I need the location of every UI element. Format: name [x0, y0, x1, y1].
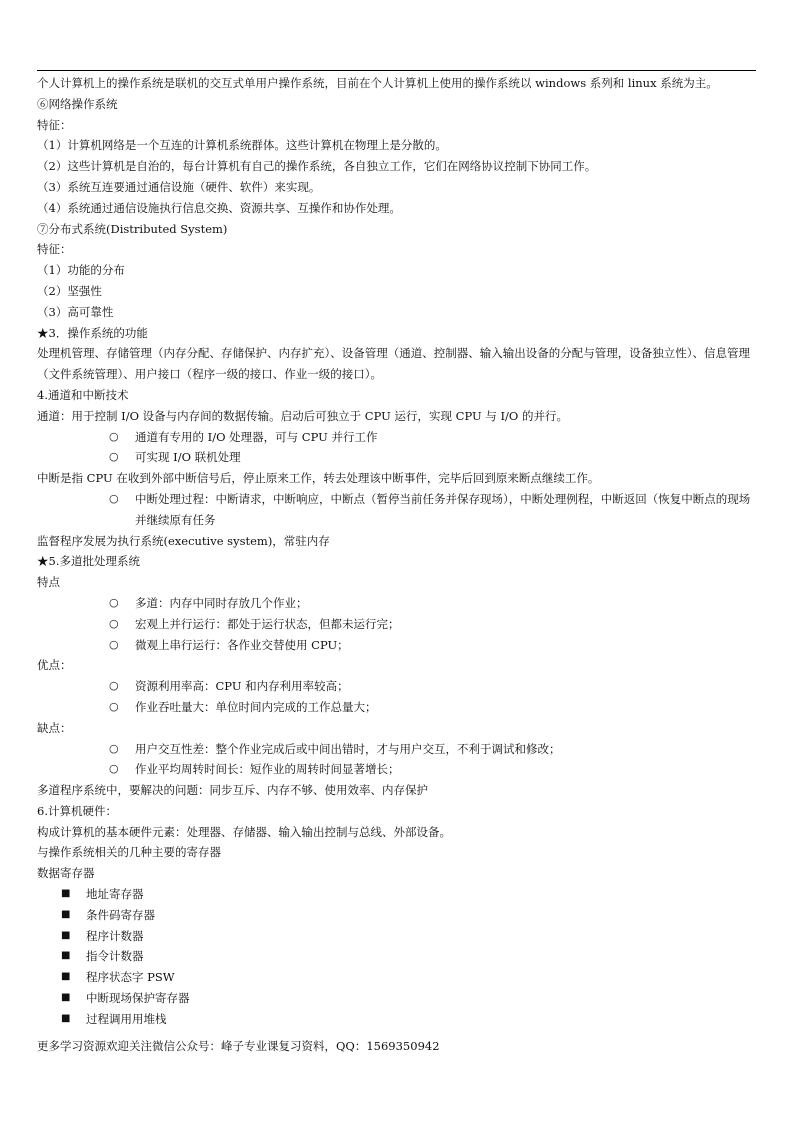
register-name: 程序计数器	[86, 928, 144, 943]
square-bullet-icon: ■	[61, 929, 71, 941]
feature-bullet-text: 多道：内存中同时存放几个作业；	[135, 595, 308, 610]
disadvantage-bullet-item	[37, 759, 759, 780]
channel-bullet-item	[37, 447, 759, 468]
channel-bullet-text: 通道有专用的 I/O 处理器，可与 CPU 并行工作	[135, 429, 378, 444]
section-channel-interrupt-title: 4.通道和中断技术	[37, 387, 129, 402]
feature-bullet-text: 微观上串行运行：各作业交替使用 CPU；	[135, 637, 349, 652]
register-name: 过程调用用堆栈	[86, 1011, 167, 1026]
interrupt-definition: 中断是指 CPU 在收到外部中断信号后，停止原来工作，转去处理该中断事件，完毕后回到原来断点继续工作。	[37, 471, 600, 486]
feature-bullet-item	[37, 635, 759, 656]
register-list-item	[37, 926, 759, 947]
square-bullet-icon: ■	[61, 1012, 71, 1024]
register-list-item	[37, 967, 759, 988]
network-os-feature-label: 特征：	[37, 117, 72, 132]
multiprogramming-feature-label: 特点	[37, 575, 60, 590]
circle-bullet-icon: ○	[109, 450, 119, 464]
circle-bullet-icon: ○	[109, 699, 119, 713]
circle-bullet-icon: ○	[109, 637, 119, 651]
document-body	[37, 73, 759, 1056]
channel-bullet-item	[37, 427, 759, 448]
advantage-bullet-item	[37, 676, 759, 697]
square-bullet-icon: ■	[61, 908, 71, 920]
register-name: 程序状态字 PSW	[86, 970, 175, 985]
register-name: 中断现场保护寄存器	[86, 991, 190, 1006]
registers-intro: 与操作系统相关的几种主要的寄存器	[37, 845, 221, 860]
channel-definition: 通道：用于控制 I/O 设备与内存间的数据传输。启动后可独立于 CPU 运行，实现 CPU 与 I/O 的并行。	[37, 408, 568, 423]
circle-bullet-icon: ○	[109, 679, 119, 693]
register-name: 指令计数器	[86, 949, 144, 964]
register-list-item	[37, 905, 759, 926]
distributed-feature-label: 特征：	[37, 242, 72, 257]
distributed-feature-3: （3）高可靠性	[37, 304, 114, 319]
register-list-item	[37, 946, 759, 967]
footer-note: 更多学习资源欢迎关注微信公众号：峰子专业课复习资料，QQ：1569350942	[37, 1038, 440, 1053]
square-bullet-icon: ■	[61, 888, 71, 900]
hardware-elements: 构成计算机的基本硬件元素：处理器、存储器、输入输出控制与总线、外部设备。	[37, 824, 451, 839]
disadvantage-bullet-text: 用户交互性差：整个作业完成后或中间出错时，才与用户交互，不利于调试和修改；	[135, 741, 561, 756]
section-os-functions-title: ★3．操作系统的功能	[37, 325, 148, 340]
advantages-label: 优点：	[37, 658, 72, 673]
square-bullet-icon: ■	[61, 950, 71, 962]
circle-bullet-icon: ○	[109, 762, 119, 776]
disadvantage-bullet-item	[37, 739, 759, 760]
square-bullet-icon: ■	[61, 992, 71, 1004]
interrupt-bullet-item	[37, 489, 759, 531]
distributed-feature-1: （1）功能的分布	[37, 263, 125, 278]
channel-bullet-text: 可实现 I/O 联机处理	[135, 450, 241, 465]
section-distributed-title: ⑦分布式系统(Distributed System)	[37, 221, 228, 236]
circle-bullet-icon: ○	[109, 616, 119, 630]
section-multiprogramming-title: ★5.多道批处理系统	[37, 554, 140, 569]
advantage-bullet-text: 作业吞吐量大：单位时间内完成的工作总量大；	[135, 699, 377, 714]
network-os-feature-2: （2）这些计算机是自治的，每台计算机有自己的操作系统，各自独立工作，它们在网络协议控制下协同工作。	[37, 159, 597, 174]
intro-paragraph: 个人计算机上的操作系统是联机的交互式单用户操作系统，目前在个人计算机上使用的操作系统以 windows 系列和 linux 系统为主。	[37, 76, 718, 90]
interrupt-bullet-text: 中断处理过程：中断请求，中断响应，中断点（暂停当前任务并保存现场），中断处理例程，中断返回（恢复中断点的现场并继续原有任务	[135, 491, 751, 527]
network-os-feature-1: （1）计算机网络是一个互连的计算机系统群体。这些计算机在物理上是分散的。	[37, 138, 447, 153]
disadvantage-bullet-text: 作业平均周转时间长：短作业的周转时间显著增长；	[135, 762, 400, 777]
network-os-feature-3: （3）系统互连要通过通信设施（硬件、软件）来实现。	[37, 179, 321, 194]
feature-bullet-text: 宏观上并行运行：都处于运行状态，但都未运行完；	[135, 616, 400, 631]
square-bullet-icon: ■	[61, 971, 71, 983]
circle-bullet-icon: ○	[109, 491, 119, 505]
advantage-bullet-text: 资源利用率高：CPU 和内存利用率较高；	[135, 679, 349, 694]
register-list-item	[37, 988, 759, 1009]
section-hardware-title: 6.计算机硬件：	[37, 803, 117, 818]
register-list-item	[37, 884, 759, 905]
disadvantages-label: 缺点：	[37, 720, 72, 735]
circle-bullet-icon: ○	[109, 429, 119, 443]
os-functions-paragraph: 处理机管理、存储管理（内存分配、存储保护、内存扩充）、设备管理（通道、控制器、输入输出设备的分配与管理，设备独立性）、信息管理（文件系统管理）、用户接口（程序一级的接口、作业一级的接口）。	[37, 346, 750, 382]
circle-bullet-icon: ○	[109, 741, 119, 755]
register-name: 地址寄存器	[86, 887, 144, 902]
header-rule	[37, 70, 756, 71]
feature-bullet-item	[37, 593, 759, 614]
distributed-feature-2: （2）坚强性	[37, 283, 102, 298]
register-list-item	[37, 1009, 759, 1030]
circle-bullet-icon: ○	[109, 595, 119, 609]
section-network-os-title: ⑥网络操作系统	[37, 96, 118, 111]
multiprogramming-problems: 多道程序系统中，要解决的问题：同步互斥、内存不够、使用效率、内存保护	[37, 783, 428, 798]
feature-bullet-item	[37, 614, 759, 635]
data-register-label: 数据寄存器	[37, 866, 95, 881]
network-os-feature-4: （4）系统通过通信设施执行信息交换、资源共享、互操作和协作处理。	[37, 200, 401, 215]
register-name: 条件码寄存器	[86, 907, 155, 922]
monitor-note: 监督程序发展为执行系统(executive system)，常驻内存	[37, 533, 330, 548]
advantage-bullet-item	[37, 697, 759, 718]
